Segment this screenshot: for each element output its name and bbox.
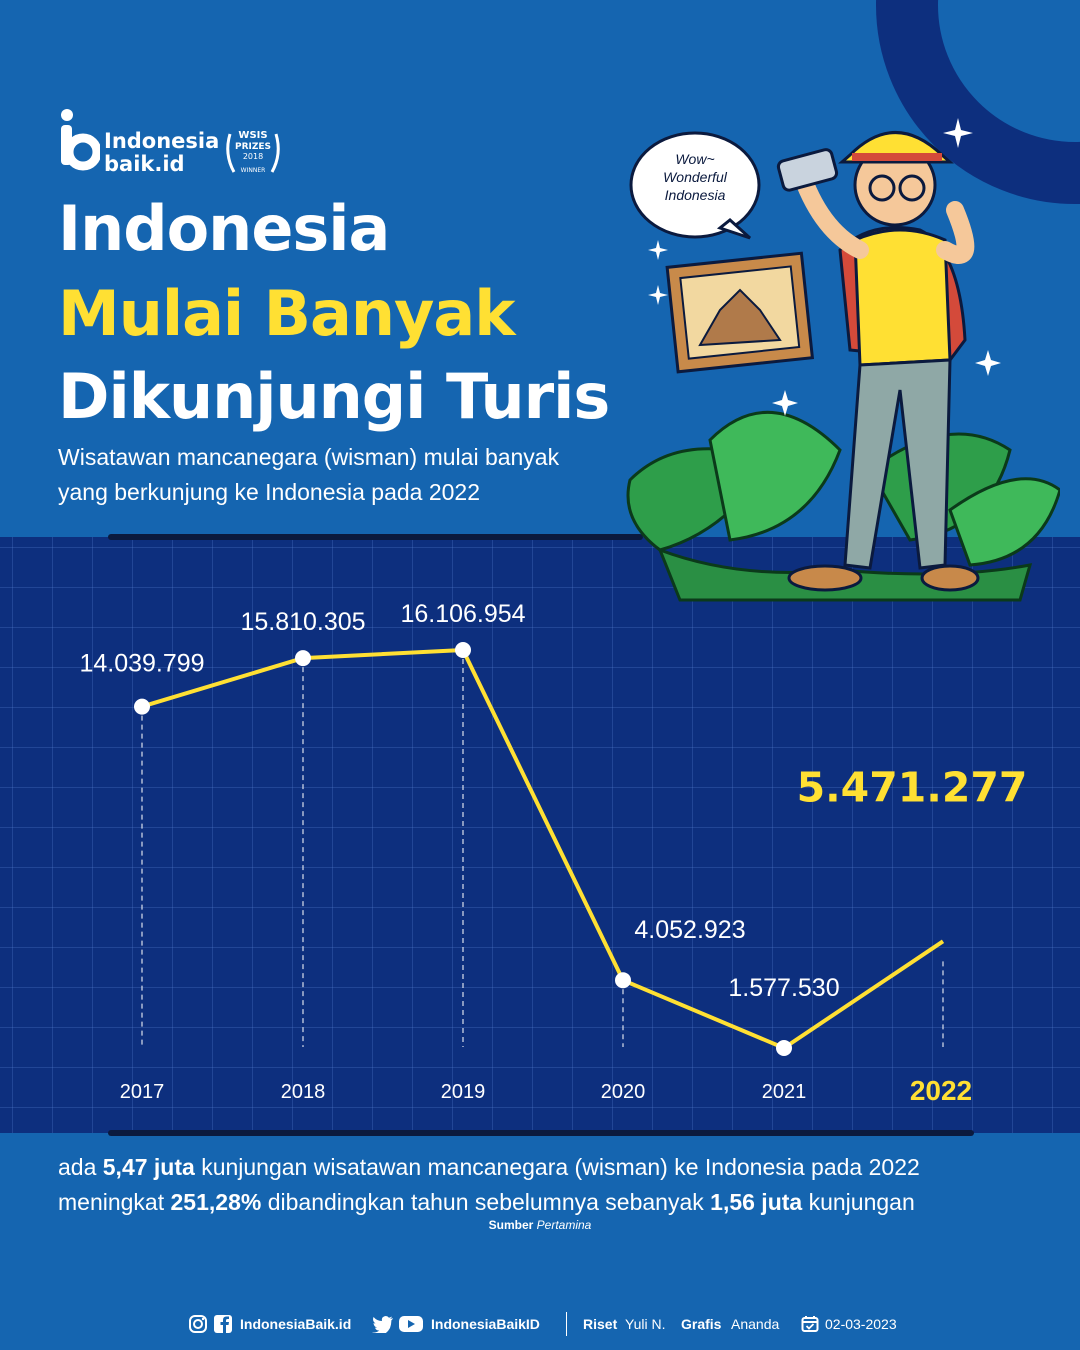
summary-text: kunjungan — [802, 1189, 915, 1215]
tourist-illustration — [620, 110, 1060, 610]
social-handle-1[interactable]: IndonesiaBaik.id — [240, 1316, 352, 1332]
value-label-2020: 4.052.923 — [634, 916, 746, 945]
data-point-2018 — [295, 650, 311, 666]
summary-text: dibandingkan tahun sebelumnya sebanyak — [261, 1189, 711, 1215]
source-note — [0, 1218, 1080, 1232]
bubble-line2: Wonderful — [663, 169, 727, 185]
year-label-2021: 2021 — [761, 1081, 807, 1103]
source-value: Pertamina — [536, 1218, 592, 1232]
grafis-label: Grafis — [681, 1316, 722, 1332]
subtitle-line1: Wisatawan mancanegara (wisman) mulai banyak — [58, 444, 560, 470]
summary-text: kunjungan wisatawan mancanegara (wisman) ke Indonesia pada 2022 — [194, 1154, 920, 1180]
award-year: 2018 — [242, 152, 264, 161]
temple-picture-frame-icon — [667, 253, 812, 372]
award-line1: WSIS — [238, 130, 268, 141]
data-point-2019 — [455, 642, 471, 658]
data-point-2017 — [134, 699, 150, 715]
instagram-icon[interactable] — [188, 1314, 208, 1334]
summary-text: meningkat — [58, 1189, 171, 1215]
year-label-2020: 2020 — [600, 1081, 646, 1103]
summary-highlight-percent: 251,28% — [170, 1189, 262, 1215]
year-label-2017: 2017 — [119, 1081, 165, 1103]
value-label-2017: 14.039.799 — [79, 649, 205, 678]
source-label: Sumber — [488, 1218, 534, 1232]
value-label-2021: 1.577.530 — [728, 974, 840, 1002]
twitter-icon[interactable] — [372, 1315, 394, 1333]
riset-name: Yuli N. — [625, 1316, 666, 1332]
chart-visitors-line — [0, 537, 1080, 1133]
value-label-2022: 5.471.277 — [796, 763, 1028, 812]
year-label-2022: 2022 — [909, 1075, 973, 1106]
summary-highlight-2022: 5,47 juta — [102, 1154, 195, 1180]
data-point-2021 — [776, 1040, 792, 1056]
summary-line1 — [58, 1150, 920, 1185]
value-label-2019: 16.106.954 — [400, 600, 526, 628]
subtitle — [58, 440, 658, 510]
headline-line2: Mulai Banyak — [58, 277, 515, 350]
calendar-icon — [801, 1315, 819, 1333]
value-label-2018: 15.810.305 — [240, 608, 366, 637]
subtitle-line2: yang berkunjung ke Indonesia pada 2022 — [58, 479, 481, 505]
phone-icon — [777, 148, 838, 191]
headline-line1: Indonesia — [58, 192, 390, 265]
year-label-2018: 2018 — [280, 1081, 326, 1103]
award-line3: WINNER — [240, 167, 266, 174]
wsis-award-badge — [222, 122, 284, 184]
summary-text: ada — [58, 1154, 103, 1180]
laurel-left-icon — [228, 134, 234, 172]
logo-line2: baik.id — [104, 152, 185, 176]
speech-bubble — [631, 133, 759, 238]
facebook-icon[interactable] — [213, 1314, 233, 1334]
footer-divider — [566, 1312, 567, 1336]
headline-line3: Dikunjungi Turis — [58, 360, 610, 433]
summary-highlight-2021: 1,56 juta — [710, 1189, 803, 1215]
laurel-right-icon — [272, 134, 278, 172]
logo-wordmark — [104, 130, 219, 176]
logo-line1: Indonesia — [104, 129, 220, 153]
award-line2: PRIZES — [234, 142, 272, 152]
youtube-icon[interactable] — [398, 1315, 424, 1333]
year-label-2019: 2019 — [440, 1081, 486, 1103]
data-point-2020 — [615, 972, 631, 988]
bubble-line3: Indonesia — [664, 187, 726, 203]
riset-label: Riset — [583, 1316, 618, 1332]
indonesiabaik-logo-icon — [58, 108, 100, 172]
bubble-line1: Wow~ — [675, 151, 715, 167]
footer-date: 02-03-2023 — [825, 1316, 897, 1332]
grafis-name: Ananda — [731, 1316, 780, 1332]
brand-logo — [58, 108, 100, 177]
summary-line2 — [58, 1185, 915, 1220]
social-handle-2[interactable]: IndonesiaBaikID — [431, 1316, 540, 1332]
footer — [0, 1312, 1080, 1338]
